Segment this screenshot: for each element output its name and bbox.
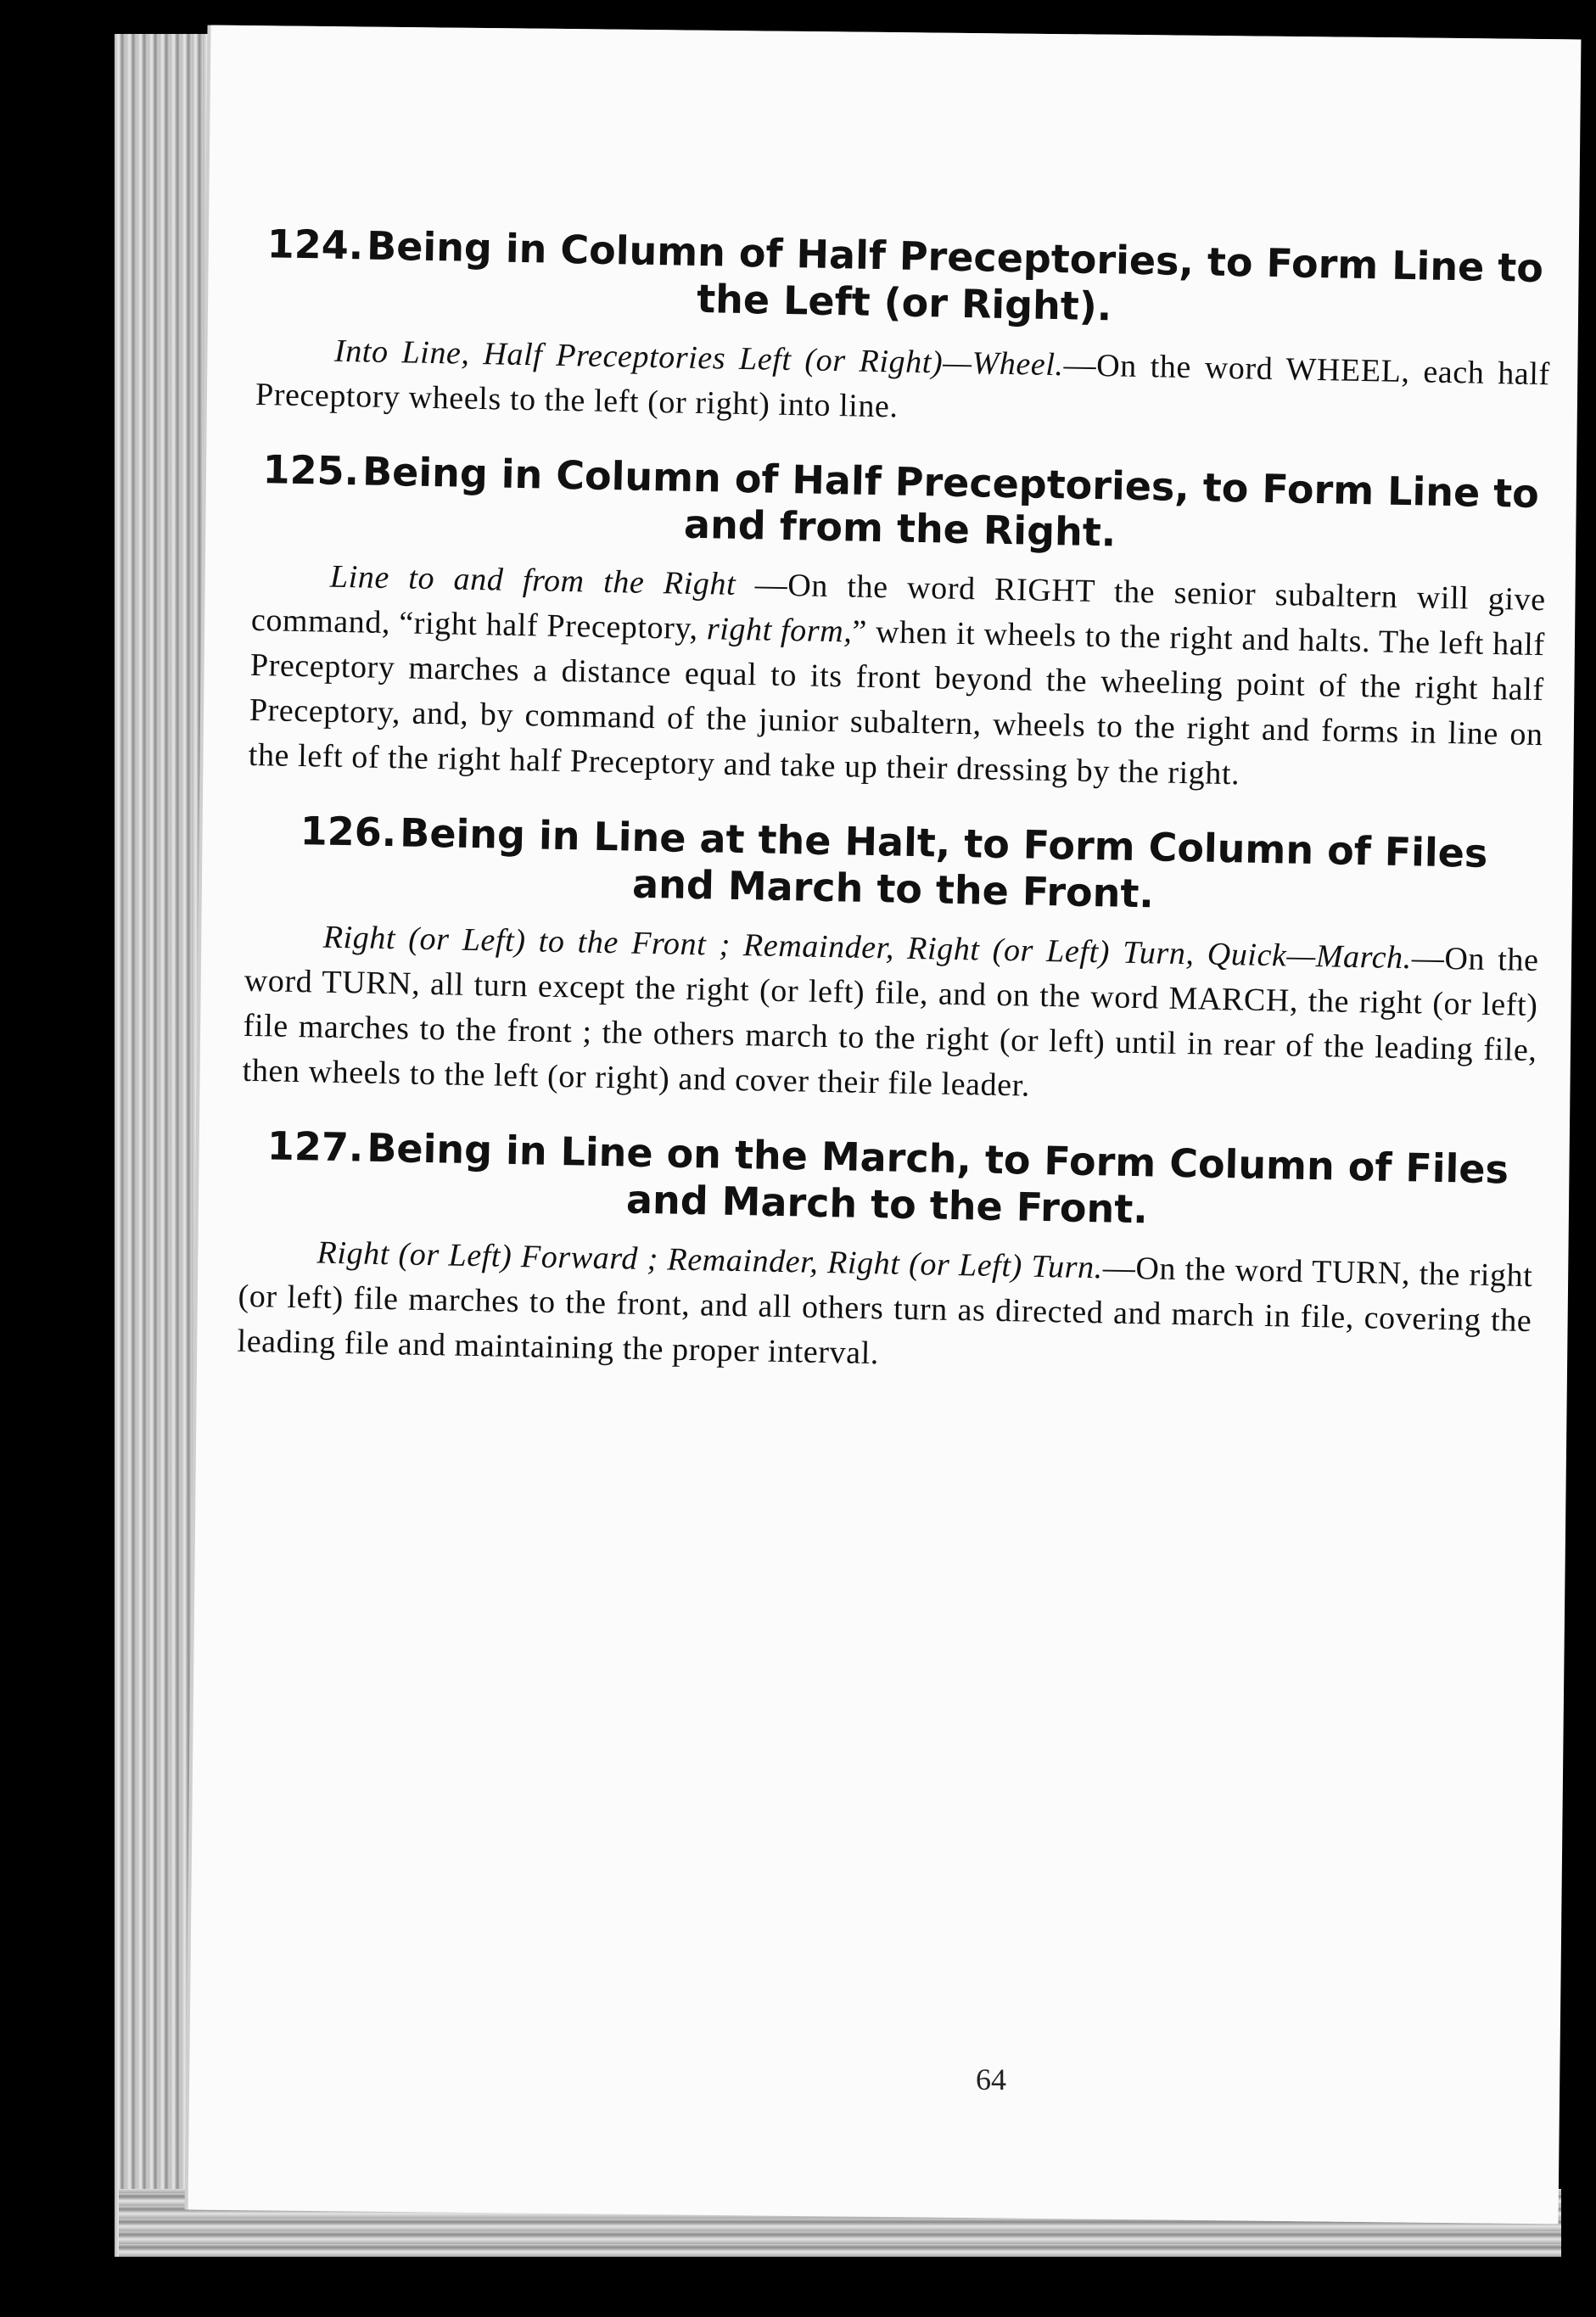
section-title: Being in Line at the Halt, to Form Column of Files and March to the Front. — [399, 809, 1488, 917]
section-title: Being in Column of Half Preceptories, to Form Line to the Left (or Right). — [366, 222, 1544, 330]
section-title: Being in Line on the March, to Form Column of Files and March to the Front. — [366, 1124, 1509, 1233]
instruction-text: —On the word WHEEL, each half Preceptory wheels to the left (or right) into line. — [255, 347, 1551, 425]
section-127 — [237, 1122, 1535, 1389]
instruction-text: —On the word TURN, all turn except the right (or left) file, and on the word MARCH, the right (or left) file marches to the front ; the others march to the right (or left) until in rear of the leading file, then wheels to the left (or right) and cover their file leader. — [242, 940, 1539, 1104]
instruction-text: —On the word TURN, the right (or left) file marches to the front, and all others turn as directed and march in file, covering the leading file and maintaining the proper interval. — [237, 1250, 1533, 1372]
page-content — [236, 221, 1552, 1418]
command-text-inline: right form, — [706, 611, 853, 650]
section-125 — [248, 446, 1548, 803]
section-title: Being in Column of Half Preceptories, to Form Line to and from the Right. — [361, 448, 1540, 556]
section-body — [237, 1229, 1533, 1389]
command-text: Line to and from the Right — [329, 558, 736, 602]
section-heading — [253, 446, 1548, 564]
command-text: Into Line, Half Preceptories Left (or Right)—Wheel. — [333, 333, 1065, 383]
command-text: Right (or Left) to the Front ; Remainder, Right (or Left) Turn, Quick—March. — [322, 919, 1413, 977]
section-124 — [255, 221, 1553, 442]
command-text: Right (or Left) Forward ; Remainder, Right (or Left) Turn. — [316, 1234, 1104, 1286]
section-126 — [242, 807, 1541, 1118]
section-number: 124. — [266, 221, 364, 269]
section-number: 126. — [300, 808, 397, 856]
section-body — [248, 553, 1546, 803]
section-number: 125. — [262, 446, 360, 495]
section-heading — [239, 1122, 1535, 1240]
page-number: 64 — [976, 2062, 1006, 2096]
instruction-text: ” when it wheels to the right and halts. The left half Preceptory marches a distance equal to its front beyond the wheeling point of the right half Preceptory, and, by command of the junior subaltern, wheels to the right and forms in line on the left of the right half Preceptory and take up their dressing by the right. — [248, 613, 1546, 792]
section-number: 127. — [266, 1122, 364, 1171]
instruction-text: —On the word RIGHT the senior subaltern will give command, “right half Preceptory, — [250, 566, 1547, 647]
section-body — [255, 327, 1551, 442]
section-heading — [246, 807, 1542, 925]
section-body — [242, 914, 1539, 1118]
